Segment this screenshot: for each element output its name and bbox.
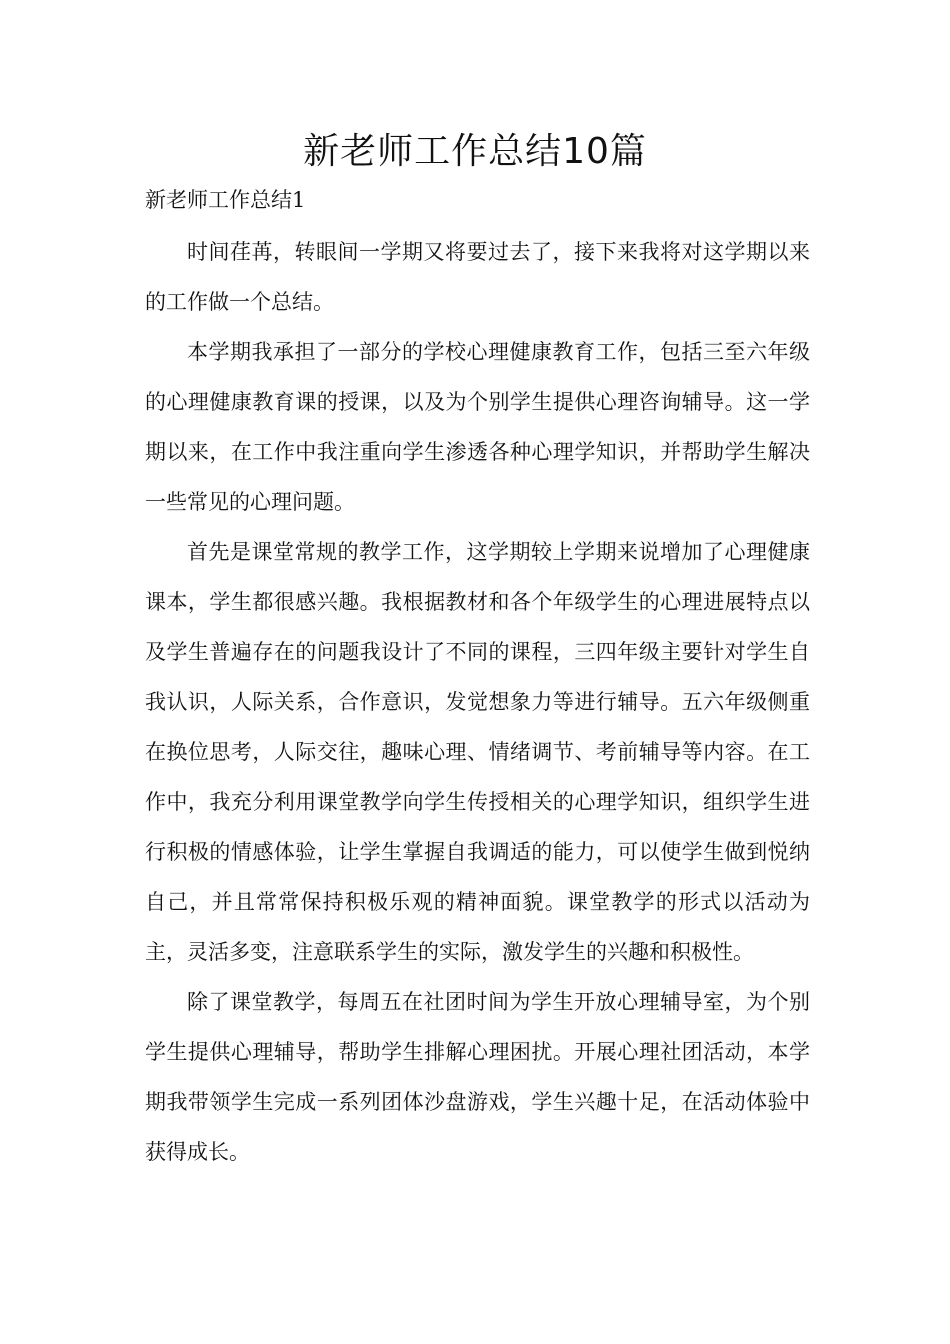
paragraph: 首先是课堂常规的教学工作，这学期较上学期来说增加了心理健康课本，学生都很感兴趣。我根据教材和各个年级学生的心理进展特点以及学生普遍存在的问题我设计了不同的课程，三四年级主要针对学生自我认识，人际关系，合作意识，发觉想象力等进行辅导。五六年级侧重在换位思考，人际交往，趣味心理、情绪调节、考前辅导等内容。在工作中，我充分利用课堂教学向学生传授相关的心理学知识，组织学生进行积极的情感体验，让学生掌握自我调适的能力，可以使学生做到悦纳自己，并且常常保持积极乐观的精神面貌。课堂教学的形式以活动为主，灵活多变，注意联系学生的实际，激发学生的兴趣和积极性。 bbox=[145, 540, 810, 964]
paragraph: 除了课堂教学，每周五在社团时间为学生开放心理辅导室，为个别学生提供心理辅导，帮助学生排解心理困扰。开展心理社团活动，本学期我带领学生完成一系列团体沙盘游戏，学生兴趣十足，在活动体验中获得成长。 bbox=[145, 990, 810, 1164]
section-heading: 新老师工作总结1 bbox=[145, 188, 306, 212]
paragraph: 时间荏苒，转眼间一学期又将要过去了，接下来我将对这学期以来的工作做一个总结。 bbox=[145, 240, 810, 314]
document-body bbox=[145, 227, 810, 1177]
paragraph: 本学期我承担了一部分的学校心理健康教育工作，包括三至六年级的心理健康教育课的授课，以及为个别学生提供心理咨询辅导。这一学期以来，在工作中我注重向学生渗透各种心理学知识，并帮助学生解决一些常见的心理问题。 bbox=[145, 340, 810, 514]
document-title: 新老师工作总结10篇 bbox=[303, 131, 647, 172]
